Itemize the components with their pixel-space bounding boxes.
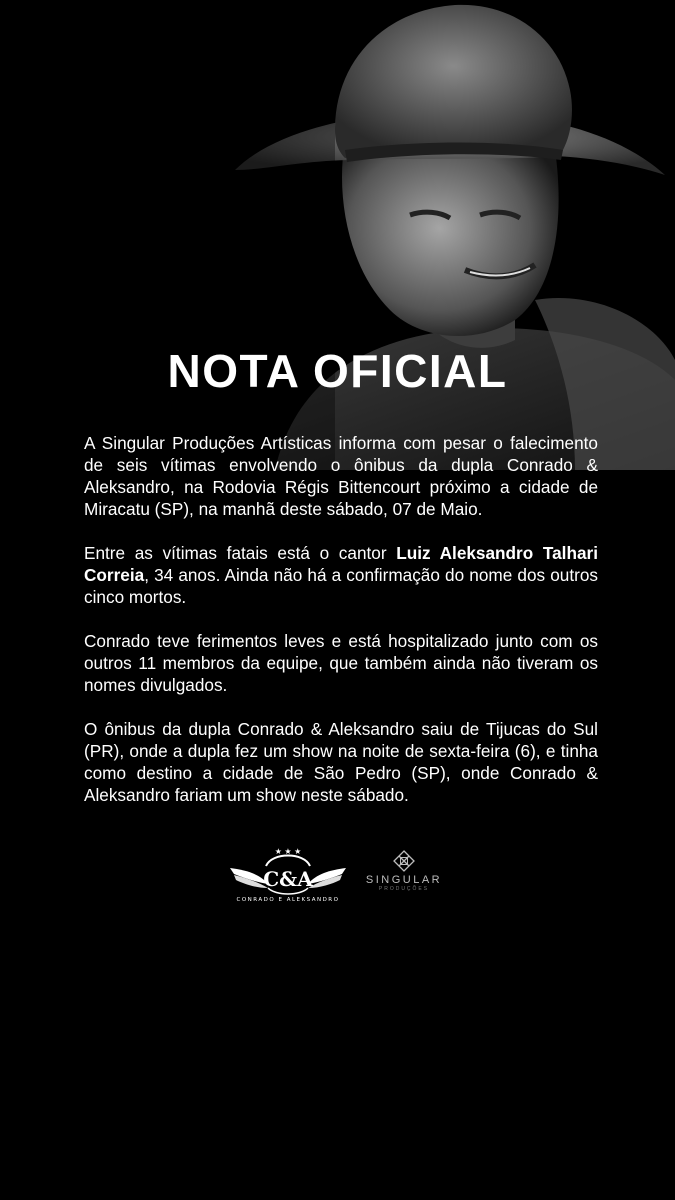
ca-monogram: C&A — [263, 867, 313, 891]
footer-logos — [0, 840, 675, 910]
singular-name: SINGULAR — [365, 874, 443, 886]
svg-text:★ ★ ★: ★ ★ ★ — [274, 847, 302, 856]
ca-name: CONRADO E ALEKSANDRO — [236, 897, 340, 903]
paragraph-2-end: , 34 anos. Ainda não há a confirmação do nome dos outros cinco mortos. — [84, 565, 598, 607]
conrado-aleksandro-logo — [226, 840, 350, 904]
page-title: NOTA OFICIAL — [167, 345, 508, 397]
paragraph-2-start: Entre as vítimas fatais está o cantor — [84, 543, 397, 563]
paragraph-2 — [84, 542, 598, 608]
statement-body — [84, 432, 598, 828]
cowboy-photo — [215, 0, 675, 470]
paragraph-4: O ônibus da dupla Conrado & Aleksandro saiu de Tijucas do Sul (PR), onde a dupla fez um show na noite de sexta-feira (6), e tinha como destino a cidade de São Pedro (SP), onde Conrado & Aleksandro fariam um show neste sábado. — [84, 719, 598, 805]
singular-emblem-icon — [392, 850, 416, 872]
paragraph-3: Conrado teve ferimentos leves e está hospitalizado junto com os outros 11 membros da equipe, que também ainda não tiveram os nomes divulgados. — [84, 631, 598, 695]
victim-name: Luiz Aleksandro Talhari Correia — [84, 543, 598, 585]
singular-subtitle: PRODUÇÕES — [378, 886, 430, 892]
paragraph-1: A Singular Produções Artísticas informa com pesar o falecimento de seis vítimas envolvendo o ônibus da dupla Conrado & Aleksandro, na Rodovia Régis Bittencourt próximo a cidade de Miracatu (SP), na manhã deste sábado, 07 de Maio. — [84, 433, 598, 519]
singular-logo — [356, 850, 452, 902]
